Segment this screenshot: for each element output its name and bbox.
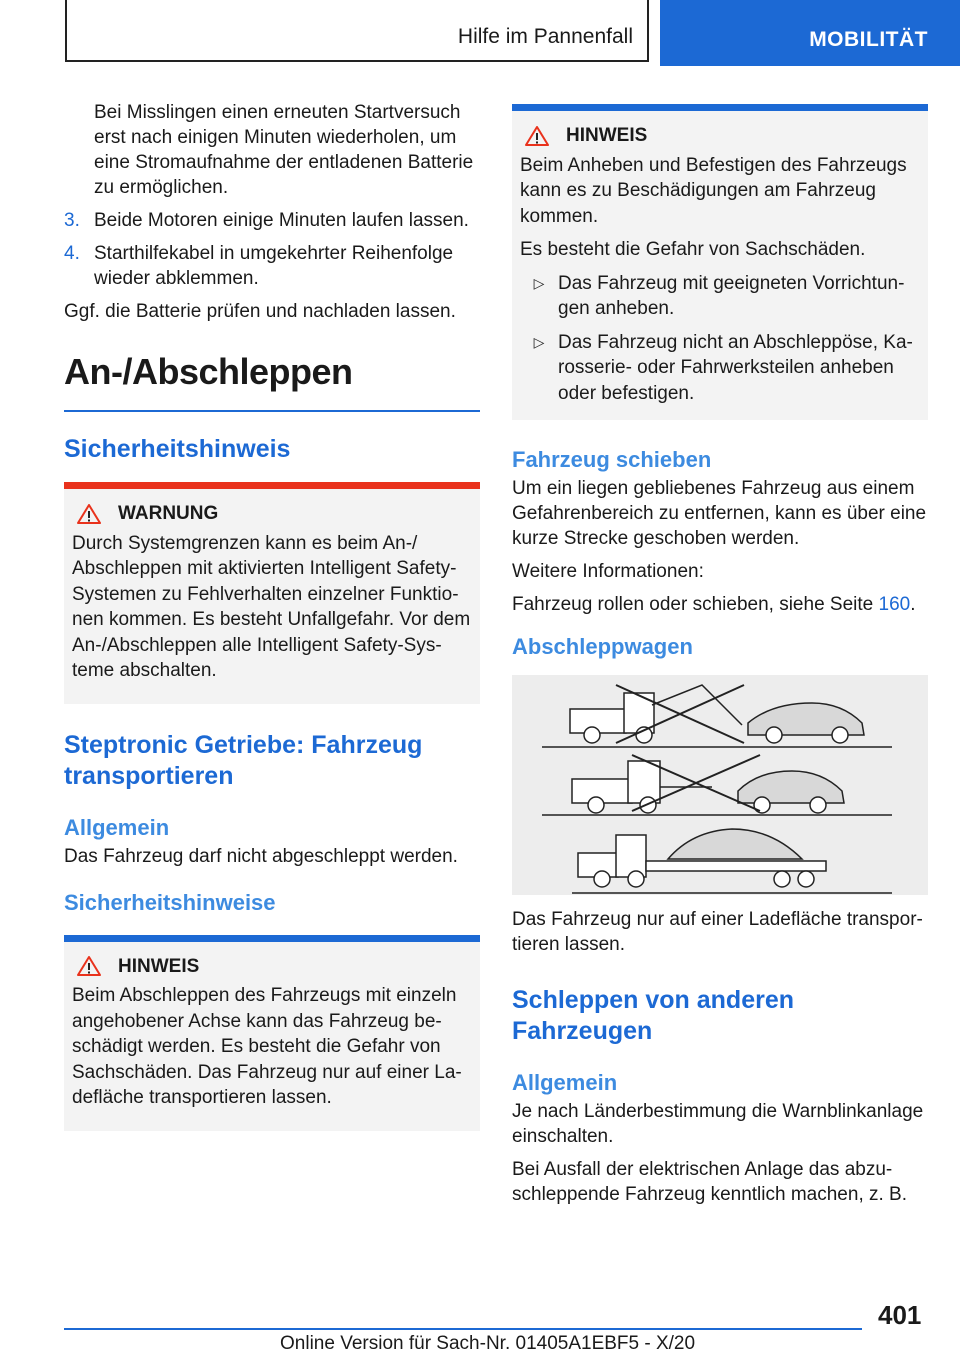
tow-truck-heading: Abschleppwagen — [512, 634, 693, 659]
warning-header — [72, 501, 472, 527]
left-column — [64, 100, 480, 1131]
hint-label: HINWEIS — [566, 125, 648, 146]
tow-truck-illustration — [512, 675, 928, 895]
footer-divider — [64, 1328, 862, 1330]
push-text: Um ein liegen gebliebenes Fahrzeug aus einem Gefahrenbereich zu entfernen, kann es über eine kurze Strecke geschoben werden. — [512, 478, 927, 549]
roll-end: . — [910, 594, 916, 615]
general-text: Bei Ausfall der elektrischen Anlage das abzu- schleppende Fahrzeug kenntlich machen, z. B. — [512, 1159, 908, 1205]
bullet-text: Das Fahrzeug mit geeigneten Vorrichtun- gen anheben. — [558, 272, 905, 319]
section-title: Hilfe im Pannenfall — [65, 0, 649, 62]
hint-text: Beim Abschleppen des Fahrzeugs mit einzeln angehobener Achse kann das Fahrzeug be- schädigt werden. Es besteht die Gefahr von Sachschäden. Das Fahrzeug nur auf einer La- defläche transportieren lassen. — [72, 985, 462, 1108]
warning-triangle-icon — [76, 955, 102, 977]
triangle-bullet-icon: ▷ — [533, 274, 545, 291]
bullet-text: Das Fahrzeug nicht an Abschleppöse, Ka- rosserie- oder Fahrwerksteilen anheben oder befestigen. — [558, 331, 913, 404]
safety-heading: Sicherheitshinweis — [64, 435, 291, 463]
warning-triangle-icon — [76, 503, 102, 525]
more-info-text: Weitere Informationen: — [512, 561, 704, 582]
bullet-item — [520, 330, 920, 407]
page-link[interactable]: 160 — [878, 594, 911, 615]
intro-text: Bei Misslingen einen erneuten Startversuch erst nach einigen Minuten wiederholen, um eine Stromaufnahme der entladenen Batterie zu ermöglichen. — [94, 102, 474, 198]
step-item — [64, 208, 480, 233]
footer-version: Online Version für Sach-Nr. 01405A1EBF5 - X/20 — [280, 1333, 696, 1354]
roll-text: Fahrzeug rollen oder schieben, siehe Seite — [512, 594, 874, 615]
warning-label: WARNUNG — [118, 503, 219, 524]
chapter-tab[interactable]: MOBILITÄT — [660, 0, 960, 66]
hint-text: Beim Anheben und Befestigen des Fahrzeugs kann es zu Beschädigungen am Fahrzeug kommen. — [520, 154, 907, 227]
hint-header — [72, 954, 472, 980]
step-text: Starthilfekabel in umgekehrter Reihenfolge wieder abklemmen. — [94, 243, 454, 289]
general-text: Je nach Länderbestimmung die Warnblinkanlage einschalten. — [512, 1101, 924, 1147]
triangle-bullet-icon: ▷ — [533, 333, 545, 350]
tow-truck-text: Das Fahrzeug nur auf einer Ladefläche transpor- tieren lassen. — [512, 909, 923, 955]
warning-text: Durch Systemgrenzen kann es beim An-/ Abschleppen mit aktivierten Intelligent Safety-Systemen zu Fehlverhalten einzelner Funktio- nen kommen. Es besteht Unfallgefahr. Vor dem An-/Abschleppen alle Intelligent Safety-Sys- teme abschalten. — [72, 532, 471, 681]
general-heading: Allgemein — [64, 814, 170, 840]
right-column — [512, 104, 928, 1215]
others-heading: Schleppen von anderen Fahrzeugen — [512, 986, 795, 1045]
steptronic-heading: Steptronic Getriebe: Fahrzeug transportieren — [64, 730, 423, 790]
hint-box — [512, 104, 928, 420]
page-number: 401 — [878, 1300, 922, 1330]
roll-reference — [512, 592, 928, 617]
page-header — [0, 0, 960, 66]
hint-header — [520, 123, 920, 149]
warning-box — [64, 482, 480, 704]
bullet-item — [520, 271, 920, 322]
safety2-heading: Sicherheitshinweise — [64, 889, 276, 915]
hint-label: HINWEIS — [118, 955, 200, 977]
general-text: Das Fahrzeug darf nicht abgeschleppt werden. — [64, 845, 458, 867]
tow-truck-drawing — [512, 675, 928, 895]
step-text: Beide Motoren einige Minuten laufen lassen. — [94, 210, 469, 231]
hint-text: Es besteht die Gefahr von Sachschäden. — [520, 239, 866, 260]
warning-triangle-icon — [524, 125, 550, 147]
push-heading: Fahrzeug schieben — [512, 447, 712, 472]
step-number: 4. — [64, 243, 80, 264]
general-heading: Allgemein — [512, 1070, 618, 1095]
hint-box — [64, 935, 480, 1131]
page-title: An-/Abschleppen — [64, 350, 480, 412]
step-item — [64, 241, 480, 291]
step-number: 3. — [64, 210, 80, 231]
battery-note: Ggf. die Batterie prüfen und nachladen lassen. — [64, 301, 456, 322]
